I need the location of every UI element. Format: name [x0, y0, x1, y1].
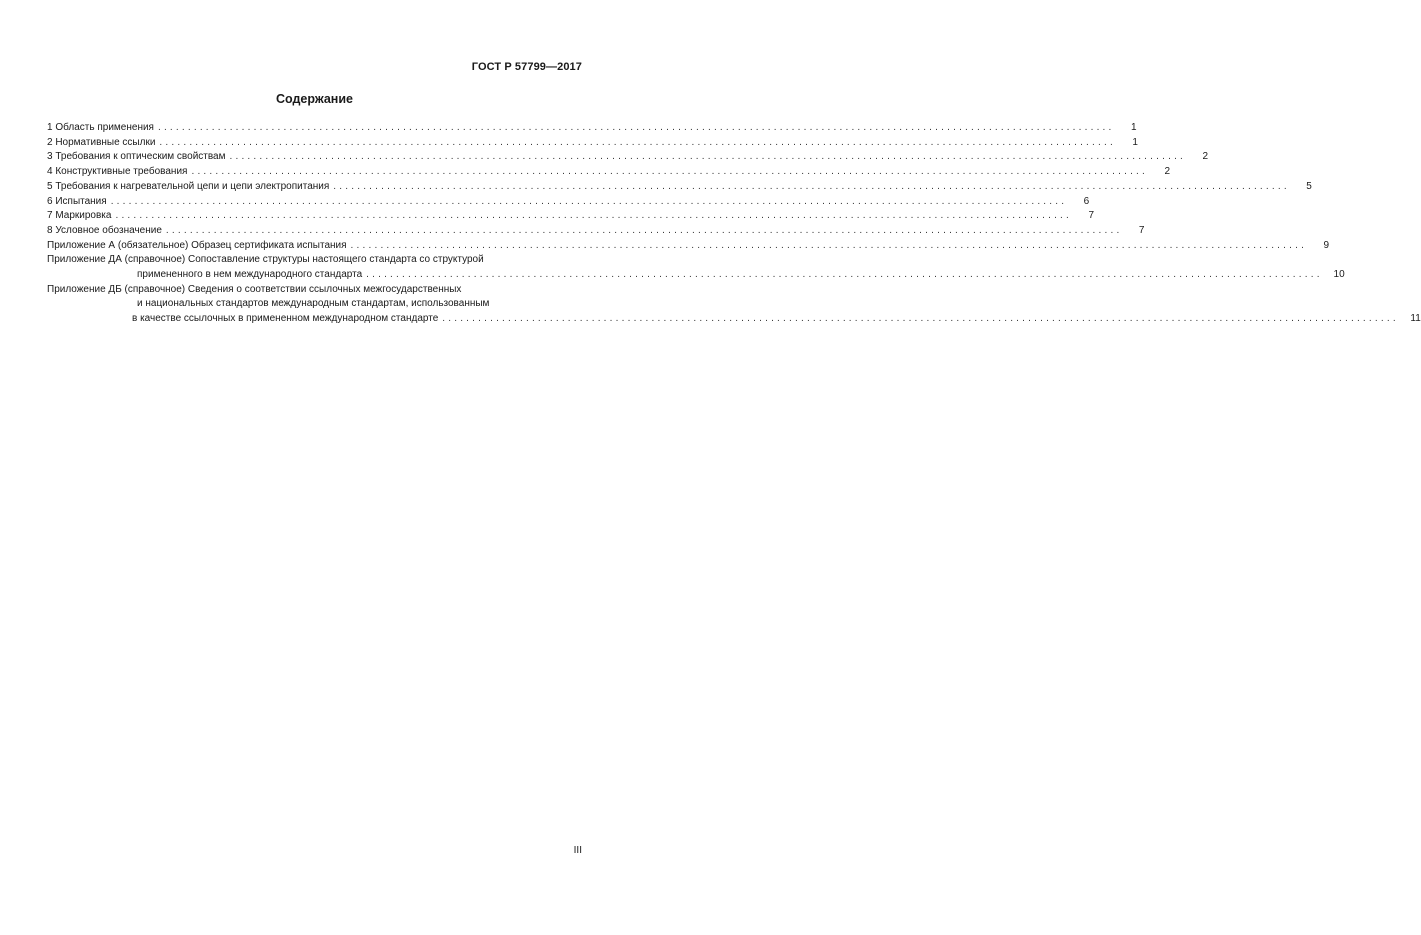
toc-entry-label-line-3: в качестве ссылочных в примененном международном стандарте — [132, 313, 439, 325]
dot-leader: ................................................................................................................................................................ — [159, 136, 1116, 148]
toc-entry-label: 8 Условное обозначение — [47, 224, 162, 236]
toc-entry-page: 7 — [1088, 210, 1094, 222]
toc-entry-label-line-2: примененного в нем международного стандарта — [137, 269, 363, 281]
toc-entry-page: 6 — [1083, 195, 1090, 207]
toc-entry-page: 1 — [1130, 122, 1137, 133]
toc-entry-marking[interactable] — [47, 209, 1094, 224]
dot-leader: ................................................................................................................................................................ — [350, 239, 1308, 251]
toc-entry-page: 9 — [1323, 239, 1330, 251]
toc-entry-label: 5 Требования к нагревательной цепи и цепи электропитания — [47, 180, 330, 192]
toc-entry-optical-requirements[interactable] — [47, 150, 1209, 165]
toc-entry-label-line-1: Приложение ДА (справочное) Сопоставление структуры настоящего стандарта со структурой — [47, 254, 484, 266]
dot-leader: ................................................................................................................................................................ — [333, 180, 1290, 192]
toc-entry-annex-db[interactable] — [47, 283, 1421, 327]
page-folio: III — [573, 845, 582, 856]
toc-title: Содержание — [275, 92, 353, 106]
dot-leader: ................................................................................................................................................................ — [165, 224, 1123, 236]
toc-entry-label: 1 Область применения — [47, 122, 154, 133]
toc-entry-label-line-1: Приложение ДБ (справочное) Сведения о соответствии ссылочных межгосударственных — [47, 283, 462, 295]
toc-entry-label: 3 Требования к оптическим свойствам — [47, 151, 226, 163]
toc-entry-page: 2 — [1164, 166, 1170, 178]
toc-entry-page: 10 — [1333, 269, 1345, 281]
toc-entry-page: 7 — [1138, 224, 1145, 236]
document-code: ГОСТ Р 57799—2017 — [471, 61, 582, 73]
dot-leader: ................................................................................................................................................................ — [229, 151, 1187, 163]
table-of-contents — [47, 121, 1421, 327]
toc-entry-page: 11 — [1410, 313, 1421, 325]
toc-entry-designation[interactable] — [47, 224, 1145, 239]
toc-entry-label: 2 Нормативные ссылки — [47, 136, 156, 148]
dot-leader: ................................................................................................................................................................ — [191, 166, 1148, 178]
toc-entry-annex-a[interactable] — [47, 239, 1330, 254]
dot-leader: ................................................................................................................................................................ — [110, 195, 1068, 207]
dot-leader: ................................................................................................................................................................ — [157, 122, 1115, 133]
toc-entry-label: 7 Маркировка — [47, 210, 112, 222]
toc-entry-scope[interactable] — [47, 121, 1137, 136]
toc-entry-label: 4 Конструктивные требования — [47, 166, 188, 178]
toc-entry-page: 1 — [1132, 136, 1138, 148]
dot-leader: ................................................................................................................................................................ — [366, 269, 1323, 281]
toc-entry-label: 6 Испытания — [47, 195, 107, 207]
toc-entry-label: Приложение А (обязательное) Образец сертификата испытания — [47, 239, 347, 251]
dot-leader: ................................................................................................................................................................ — [442, 313, 1399, 325]
dot-leader: ................................................................................................................................................................ — [115, 210, 1072, 222]
toc-entry-page: 5 — [1306, 180, 1312, 192]
toc-entry-page: 2 — [1202, 151, 1209, 163]
toc-entry-annex-da[interactable] — [47, 253, 1345, 282]
toc-entry-label-line-2: и национальных стандартов международным стандартам, использованным — [137, 298, 490, 310]
toc-entry-normative-references[interactable] — [47, 136, 1138, 151]
toc-entry-design-requirements[interactable] — [47, 165, 1170, 180]
toc-entry-heating-circuit-requirements[interactable] — [47, 180, 1312, 195]
toc-entry-tests[interactable] — [47, 195, 1090, 210]
